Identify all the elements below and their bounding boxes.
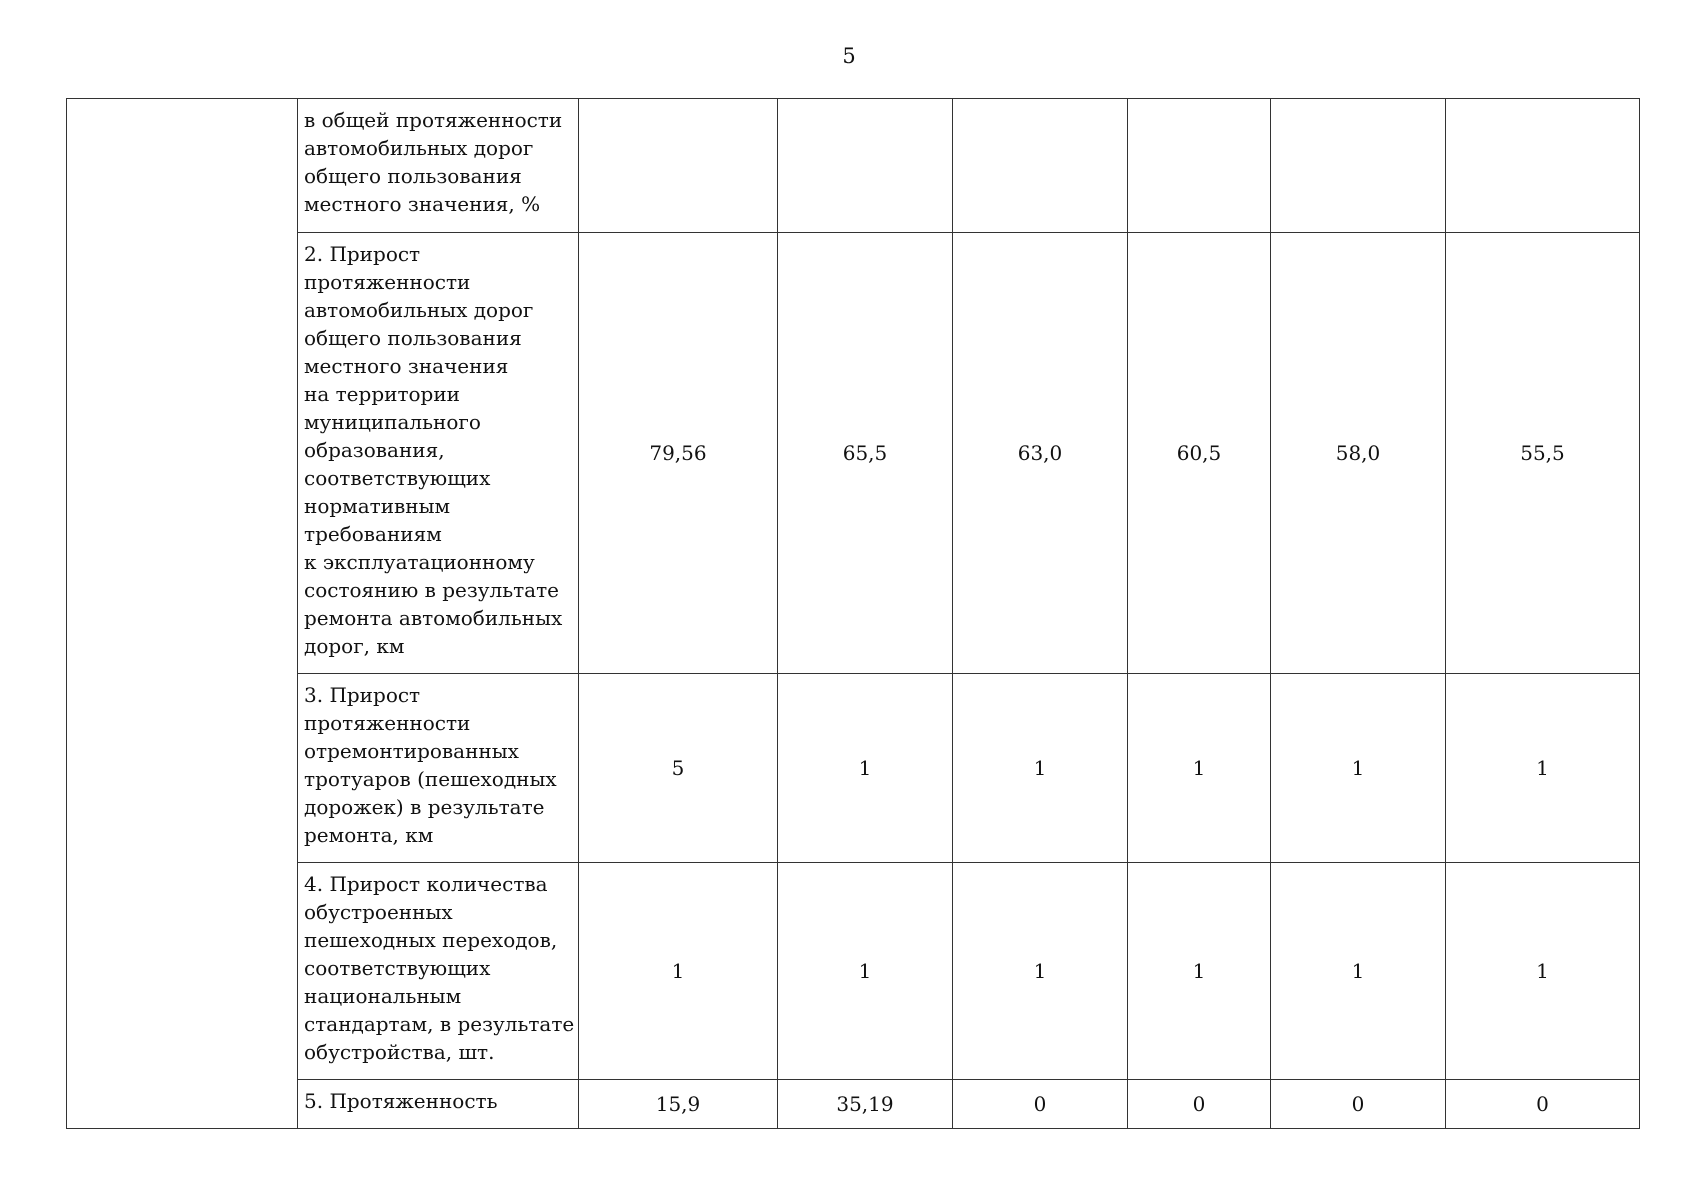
indicator-label-line: требованиям (304, 522, 442, 546)
indicator-label-cell (298, 674, 579, 863)
indicator-label-line: протяженности (304, 711, 471, 735)
value-cell: 1 (1446, 863, 1640, 1080)
table-row (67, 233, 1640, 674)
indicator-label-line: стандартам, в результате (304, 1012, 575, 1036)
value-cell: 35,19 (778, 1080, 953, 1129)
indicator-label-line: 2. Прирост (304, 242, 421, 266)
indicators-table (66, 98, 1640, 1129)
indicator-label-line: 3. Прирост (304, 683, 421, 707)
value-cell: 1 (953, 674, 1128, 863)
value-cell (579, 99, 778, 233)
indicator-label-line: автомобильных дорог (304, 298, 534, 322)
table-row (67, 674, 1640, 863)
value-cell: 1 (778, 863, 953, 1080)
program-name-cell (67, 99, 298, 1129)
indicator-label-line: обустроенных (304, 900, 453, 924)
value-cell (1271, 99, 1446, 233)
value-cell: 1 (1271, 863, 1446, 1080)
indicator-label-cell (298, 863, 579, 1080)
indicator-label-line: дорог, км (304, 634, 405, 658)
page-number: 5 (842, 44, 856, 68)
value-cell: 1 (1128, 674, 1271, 863)
indicator-label-line: ремонта автомобильных (304, 606, 563, 630)
indicator-label-line: образования, (304, 438, 445, 462)
indicator-label-cell (298, 233, 579, 674)
indicator-label-line: нормативным (304, 494, 451, 518)
value-cell: 0 (953, 1080, 1128, 1129)
indicator-label-line: соответствующих (304, 466, 491, 490)
value-cell: 0 (1271, 1080, 1446, 1129)
indicator-label-line: к эксплуатационному (304, 550, 535, 574)
indicator-label-line: отремонтированных (304, 739, 519, 763)
value-cell (1446, 99, 1640, 233)
indicator-label-line: 4. Прирост количества (304, 872, 548, 896)
indicator-label-line: на территории (304, 382, 461, 406)
value-cell: 15,9 (579, 1080, 778, 1129)
value-cell: 5 (579, 674, 778, 863)
value-cell: 1 (953, 863, 1128, 1080)
indicator-label-line: местного значения (304, 354, 509, 378)
indicator-label-line: состоянию в результате (304, 578, 560, 602)
indicator-label-line: 5. Протяженность (304, 1089, 498, 1113)
value-cell: 65,5 (778, 233, 953, 674)
value-cell: 58,0 (1271, 233, 1446, 674)
indicator-label-line: протяженности (304, 270, 471, 294)
value-cell: 1 (1271, 674, 1446, 863)
value-cell: 60,5 (1128, 233, 1271, 674)
indicator-label-line: общего пользования (304, 326, 522, 350)
value-cell: 63,0 (953, 233, 1128, 674)
value-cell: 1 (778, 674, 953, 863)
indicator-label-line: национальным (304, 984, 462, 1008)
value-cell: 0 (1446, 1080, 1640, 1129)
indicator-label-line: муниципального (304, 410, 481, 434)
indicator-label-line: автомобильных дорог (304, 136, 534, 160)
indicator-label-line: местного значения, % (304, 192, 541, 216)
indicator-label-cell (298, 1080, 579, 1129)
table-row (67, 99, 1640, 233)
value-cell (778, 99, 953, 233)
value-cell: 55,5 (1446, 233, 1640, 674)
indicator-label-line: дорожек) в результате (304, 795, 545, 819)
indicator-label-line: в общей протяженности (304, 108, 563, 132)
value-cell (953, 99, 1128, 233)
table-row (67, 863, 1640, 1080)
value-cell: 1 (1446, 674, 1640, 863)
indicator-label-line: тротуаров (пешеходных (304, 767, 557, 791)
indicator-label-line: ремонта, км (304, 823, 434, 847)
value-cell (1128, 99, 1271, 233)
table-row (67, 1080, 1640, 1129)
value-cell: 0 (1128, 1080, 1271, 1129)
value-cell: 79,56 (579, 233, 778, 674)
value-cell: 1 (1128, 863, 1271, 1080)
indicator-label-line: пешеходных переходов, (304, 928, 558, 952)
value-cell: 1 (579, 863, 778, 1080)
indicator-label-line: соответствующих (304, 956, 491, 980)
indicator-label-cell (298, 99, 579, 233)
indicator-label-line: общего пользования (304, 164, 522, 188)
indicator-label-line: обустройства, шт. (304, 1040, 495, 1064)
